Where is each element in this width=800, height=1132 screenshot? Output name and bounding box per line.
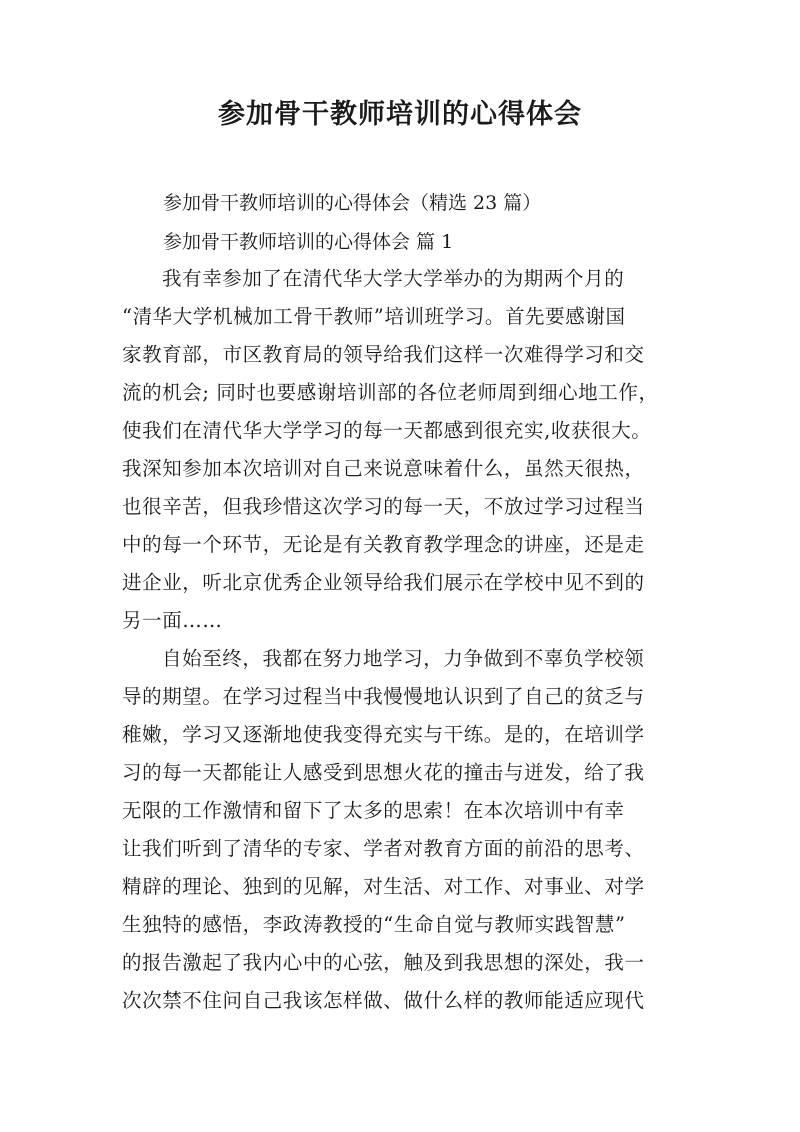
paragraph-line: 生独特的感悟，李政涛教授的“生命自觉与教师实践智慧” — [122, 913, 626, 936]
paragraph-line: 习的每一天都能让人感受到思想火花的撞击与迸发，给了我 — [122, 761, 645, 784]
paragraph-line: 进企业，听北京优秀企业领导给我们展示在学校中见不到的 — [122, 571, 645, 594]
paragraph-line: 我深知参加本次培训对自己来说意味着什么，虽然天很热， — [122, 457, 645, 480]
paragraph-line: 流的机会; 同时也要感谢培训部的各位老师周到细心地工作， — [122, 381, 659, 404]
document-subtitle: 参加骨干教师培训的心得体会（精选 23 篇） — [163, 192, 542, 214]
paragraph-line: “清华大学机械加工骨干教师”培训班学习。首先要感谢国 — [122, 305, 626, 328]
paragraph-line: 我有幸参加了在清代华大学大学举办的为期两个月的 — [162, 267, 625, 290]
paragraph-line: 导的期望。在学习过程当中我慢慢地认识到了自己的贫乏与 — [122, 685, 645, 708]
paragraph-line: 另一面…… — [122, 609, 223, 632]
paragraph-line: 家教育部，市区教育局的领导给我们这样一次难得学习和交 — [122, 343, 645, 366]
paragraph-line: 精辟的理论、独到的见解，对生活、对工作、对事业、对学 — [122, 875, 645, 898]
section-heading: 参加骨干教师培训的心得体会 篇 1 — [163, 231, 454, 253]
paragraph-line: 自始至终，我都在努力地学习，力争做到不辜负学校领 — [162, 647, 645, 670]
paragraph-line: 的报告激起了我内心中的心弦，触及到我思想的深处，我一 — [122, 951, 645, 974]
document-title: 参加骨干教师培训的心得体会 — [218, 99, 582, 130]
paragraph-line: 中的每一个环节，无论是有关教育教学理念的讲座，还是走 — [122, 533, 645, 556]
paragraph-line: 也很辛苦，但我珍惜这次学习的每一天，不放过学习过程当 — [122, 495, 645, 518]
paragraph-line: 稚嫩，学习又逐渐地使我变得充实与干练。是的，在培训学 — [122, 723, 645, 746]
paragraph-line: 次次禁不住问自己我该怎样做、做什么样的教师能适应现代 — [122, 989, 645, 1012]
paragraph-line: 无限的工作激情和留下了太多的思索！在本次培训中有幸 — [122, 799, 625, 822]
paragraph-line: 让我们听到了清华的专家、学者对教育方面的前沿的思考、 — [122, 837, 645, 860]
paragraph-line: 使我们在清代华大学学习的每一天都感到很充实,收获很大。 — [122, 419, 652, 442]
